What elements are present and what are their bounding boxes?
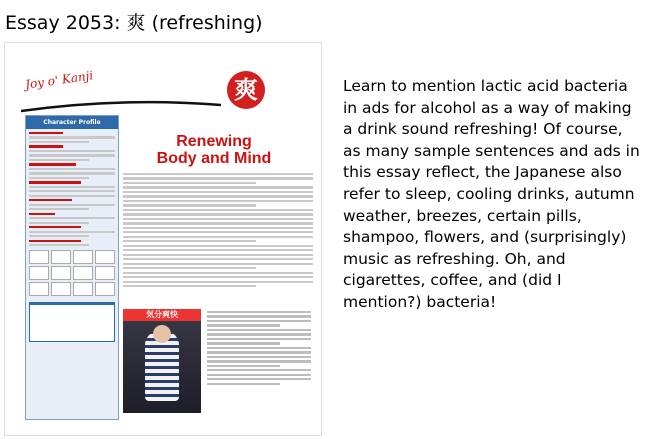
ad-photo-head bbox=[153, 325, 171, 343]
article-headline: Renewing Body and Mind bbox=[156, 133, 272, 167]
photo-side-text bbox=[207, 311, 311, 387]
sidebar-lines bbox=[29, 132, 115, 246]
read-all-box bbox=[29, 302, 115, 342]
essay-title: Essay 2053: 爽 (refreshing) bbox=[5, 12, 263, 34]
article-body-text bbox=[123, 173, 313, 290]
newsletter-thumbnail[interactable] bbox=[4, 42, 322, 436]
character-profile-sidebar bbox=[25, 115, 119, 420]
ad-photo-caption: 気分爽快 bbox=[123, 309, 201, 321]
essay-description: Learn to mention lactic acid bacteria in ads for alcohol as a way of making a drink sound refreshing! Of course, as many sample sentences and ads in this essay reflect, the Japanese also refer to sleep, cooling drinks, autumn weather, breezes, certain pills, shampoo, flowers, and (surprisingly) music as refreshing. Oh, and cigarettes, coffee, and (did I mention?) bacteria! bbox=[343, 77, 640, 311]
joy-o-kanji-logo: Joy o' Kanji bbox=[24, 68, 95, 92]
kanji-badge: 爽 bbox=[227, 71, 265, 109]
ad-photo bbox=[123, 309, 201, 413]
sidebar-title: Character Profile bbox=[26, 116, 118, 129]
logo-swoosh bbox=[21, 95, 221, 115]
stroke-order-grid bbox=[29, 250, 115, 296]
